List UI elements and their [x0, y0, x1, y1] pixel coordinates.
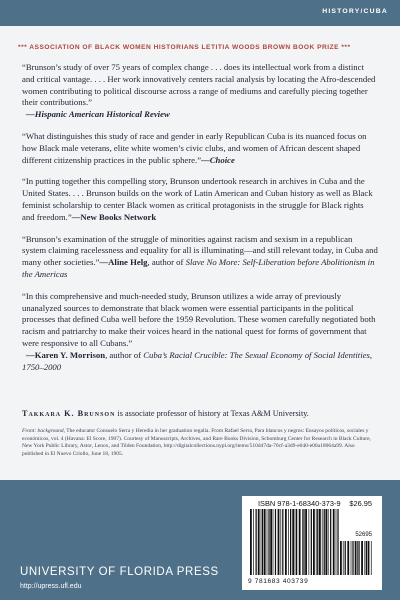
quote-book-title: Cuba’s Racial Crucible: The Sexual Economy of Social Identities, 1750–2000: [22, 349, 373, 372]
barcode-bar: [333, 509, 335, 575]
barcode-bar: [311, 509, 312, 575]
publisher-name: UNIVERSITY OF FLORIDA PRESS: [20, 566, 219, 578]
barcode-bar: [325, 509, 327, 575]
review-quote: [22, 291, 378, 374]
author-bio: [22, 408, 378, 419]
barcode-bar: [295, 509, 296, 575]
ean-digits: 9 781683 403739: [248, 578, 309, 585]
barcode-bar: [267, 509, 268, 575]
barcode-bar: [343, 541, 344, 575]
barcode-bar: [309, 509, 310, 575]
quote-source: —New Books Network: [71, 211, 157, 222]
quote-text: “Brunson’s study of over 75 years of complex change . . . does its intellectual work from a distinct and critical vantage. . . . Her work innovatively centers racial analysis by locating the Afro-descended women contributing to political discourse across a range of mediums and carefully piecing together their contributions.”: [22, 62, 376, 108]
book-prize-banner: *** ASSOCIATION OF BLACK WOMEN HISTORIANS LETITIA WOODS BROWN BOOK PRIZE ***: [18, 44, 351, 51]
barcode-bar: [303, 509, 304, 575]
barcode-bar: [262, 509, 263, 575]
barcode-bar: [364, 541, 365, 575]
review-quote: [22, 234, 378, 281]
quote-source: —Aline Helg: [99, 257, 148, 268]
barcode-bar: [250, 509, 252, 575]
barcode-bar: [345, 541, 346, 575]
barcode-bar: [302, 509, 303, 575]
barcode-bar: [264, 509, 266, 575]
barcode-bar: [328, 509, 329, 575]
barcode-bar: [253, 509, 254, 575]
isbn-number: ISBN 978-1-68340-373-9: [258, 499, 341, 508]
barcode-bar: [340, 541, 342, 575]
barcode-bar: [336, 509, 337, 575]
quote-text: “In this comprehensive and much-needed study, Brunson utilizes a wide array of previously unanalyzed sources to demonstrate that black women were essential participants in the political processes that defined Cuba well before the 1959 Revolution. These women carefully negotiated both racism and patriarchy to make their voices heard in the national quest for forms of government that were responsive to all Cubans.”: [22, 290, 376, 348]
barcode-bar: [337, 509, 338, 575]
ean-barcode: [250, 509, 340, 579]
cover-image-credit: [22, 428, 376, 458]
barcode-bar: [296, 509, 297, 575]
barcode-bar: [316, 509, 317, 575]
barcode-bar: [313, 509, 315, 575]
quote-book-title: Slave No More: Self-Liberation before Abolitionism in the Americas: [22, 257, 375, 279]
price-barcode: [340, 541, 374, 577]
barcode-box: [242, 496, 382, 590]
barcode-bar: [280, 509, 281, 575]
barcode-bar: [357, 541, 358, 575]
barcode-bar: [322, 509, 323, 575]
credit-text: The educator Consuelo Serra y Heredia in her graduation regalia. From Rafael Serra, Para blancos y negros: Ensayos políticos, sociales y económicos, vol. 4 (Havana: El Score, 1907). Courtesy of Manuscripts, Archives, and Rare Books Division, Schomburg Center for Research in Black Culture, New York Public Library, Astor, Lenox, and Tilden Foundation, http://digitalcollections.nypl.org/items/510d47da-70cf-a3d9-e040-e00a18064a99. Also published in El Nuevo Criollo, June 18, 1905.: [22, 428, 371, 457]
author-bio-text: is associate professor of history at Texas A&M University.: [115, 409, 309, 418]
barcode-bar: [275, 509, 276, 575]
barcode-bar: [288, 509, 289, 575]
barcode-bar: [292, 509, 294, 575]
barcode-bar: [352, 541, 353, 575]
barcode-bar: [268, 509, 269, 575]
price-code: 52695: [355, 532, 372, 538]
barcode-bar: [261, 509, 262, 575]
review-quote: [22, 62, 378, 121]
quote-text: “What distinguishes this study of race and gender in early Republican Cuba is its nuanced focus on how Black male veterans, elite white women’s civic clubs, and women of African descent shaped different citizenship practices in the public sphere.”: [22, 130, 367, 165]
publisher-url[interactable]: http://upress.ufl.edu: [20, 583, 82, 590]
review-quote: [22, 176, 378, 223]
quote-source: —Karen Y. Morrison: [26, 349, 106, 360]
quote-source: —Hispanic American Historical Review: [26, 109, 170, 120]
barcode-bar: [358, 541, 359, 575]
category-label: HISTORY/CUBA: [322, 8, 388, 15]
barcode-bar: [368, 541, 370, 575]
barcode-bar: [371, 541, 372, 575]
top-band: [0, 0, 400, 26]
quote-text: “Brunson’s examination of the struggle of minorities against racism and sexism in a republican system claiming racelessness and equality for all is illuminating—and still relevant today, in Cuba and many other societies.”: [22, 233, 378, 268]
review-quote: [22, 131, 378, 166]
barcode-bar: [355, 541, 357, 575]
barcode-bar: [347, 541, 349, 575]
quote-source: —Choice: [201, 154, 235, 165]
barcode-bar: [270, 509, 272, 575]
quote-text: “In putting together this compelling story, Brunson undertook research in archives in Cuba and the United States. . . . Brunson builds on the work of Latin American and Cuban history as well as Black feminist scholarship to center Black women as critical protagonists in the struggle for Black rights and freedom.”: [22, 176, 373, 222]
review-quotes: [22, 62, 378, 383]
credit-label: Front: background,: [22, 428, 65, 434]
barcode-bar: [361, 541, 363, 575]
barcode-bar: [330, 509, 331, 575]
barcode-bar: [285, 509, 287, 575]
barcode-bar: [319, 509, 321, 575]
barcode-bar: [273, 509, 274, 575]
barcode-bar: [305, 509, 307, 575]
barcode-bar: [366, 541, 367, 575]
barcode-bar: [317, 509, 318, 575]
barcode-bar: [256, 509, 257, 575]
barcode-bar: [290, 509, 291, 575]
barcode-bar: [278, 509, 280, 575]
barcode-bar: [258, 509, 260, 575]
barcode-bar: [282, 509, 283, 575]
barcode-bar: [324, 509, 325, 575]
quote-source-suffix: , author of: [105, 349, 144, 360]
author-name: Takkara K. Brunson: [22, 409, 116, 418]
quote-source-suffix: , author of: [147, 257, 186, 268]
barcode-bar: [299, 509, 301, 575]
barcode-bar: [351, 541, 352, 575]
price: $26.95: [349, 499, 372, 508]
